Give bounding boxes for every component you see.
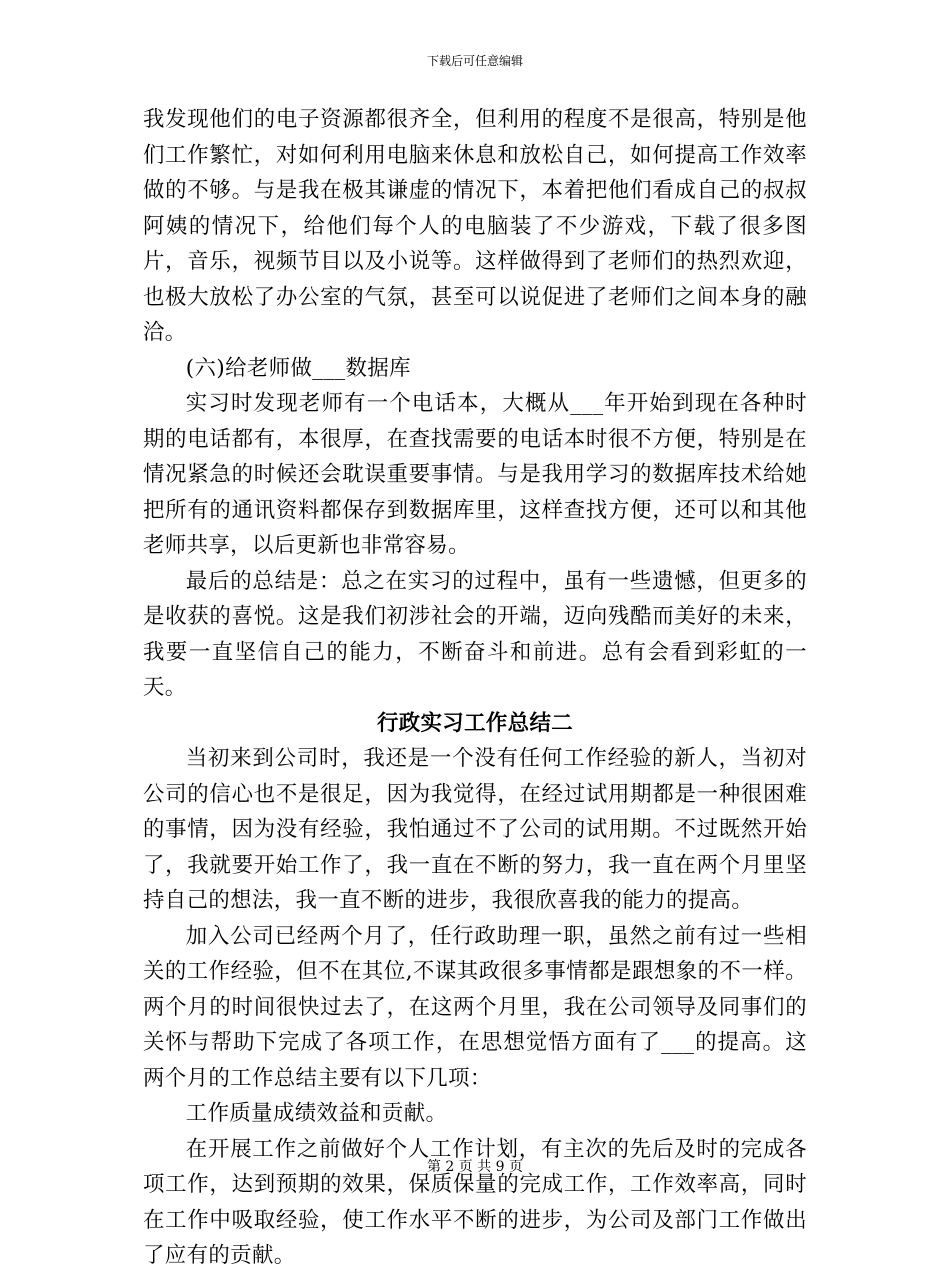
paragraph-work-plan: 在开展工作之前做好个人工作计划，有主次的先后及时的完成各项工作，达到预期的效果，保质保量的完成工作，工作效率高，同时在工作中吸取经验，使工作水平不断的进步，为公司及部门工作做出了应有的贡献。: [143, 1136, 807, 1268]
paragraph-two-months: 加入公司已经两个月了，任行政助理一职，虽然之前有过一些相关的工作经验，但不在其位,不谋其政很多事情都是跟想象的不一样。两个月的时间很快过去了，在这两个月里，我在公司领导及同事们的关怀与帮助下完成了各项工作，在思想觉悟方面有了___的提高。这两个月的工作总结主要有以下几项：: [143, 923, 807, 1091]
section-heading: 行政实习工作总结二: [376, 710, 574, 736]
paragraph-work-quality-title: 工作质量成绩效益和贡献。: [185, 1101, 448, 1126]
paragraph-joining-company: 当初来到公司时，我还是一个没有任何工作经验的新人，当初对公司的信心也不是很足，因为我觉得，在经过试用期都是一种很困难的事情，因为没有经验，我怕通过不了公司的试用期。不过既然开始了，我就要开始工作了，我一直在不断的努力，我一直在两个月里坚持自己的想法，我一直不断的进步，我很欣喜我的能力的提高。: [143, 746, 807, 913]
page-number: 第 2 页 共 9 页: [426, 1159, 524, 1175]
paragraph-continuation: 我发现他们的电子资源都很齐全，但利用的程度不是很高，特别是他们工作繁忙，对如何利用电脑来休息和放松自己，如何提高工作效率做的不够。与是我在极其谦虚的情况下，本着把他们看成自己的叔叔阿姨的情况下，给他们每个人的电脑装了不少游戏，下载了很多图片，音乐，视频节目以及小说等。这样做得到了老师们的热烈欢迎，也极大放松了办公室的气氛，甚至可以说促进了老师们之间本身的融洽。: [143, 107, 807, 345]
paragraph-final-summary: 最后的总结是：总之在实习的过程中，虽有一些遗憾，但更多的是收获的喜悦。这是我们初涉社会的开端，迈向残酷而美好的未来，我要一直坚信自己的能力，不断奋斗和前进。总有会看到彩虹的一天。: [143, 568, 807, 700]
page-header: 下载后可任意编辑: [426, 54, 523, 68]
section-title-database: (六)给老师做___数据库: [185, 355, 411, 381]
document-body: [143, 102, 807, 1274]
paragraph-phonebook: 实习时发现老师有一个电话本，大概从___年开始到现在各种时期的电话都有，本很厚，在查找需要的电话本时很不方便，特别是在情况紧急的时候还会耽误重要事情。与是我用学习的数据库技术给她把所有的通讯资料都保存到数据库里，这样查找方便，还可以和其他老师共享，以后更新也非常容易。: [143, 391, 807, 558]
